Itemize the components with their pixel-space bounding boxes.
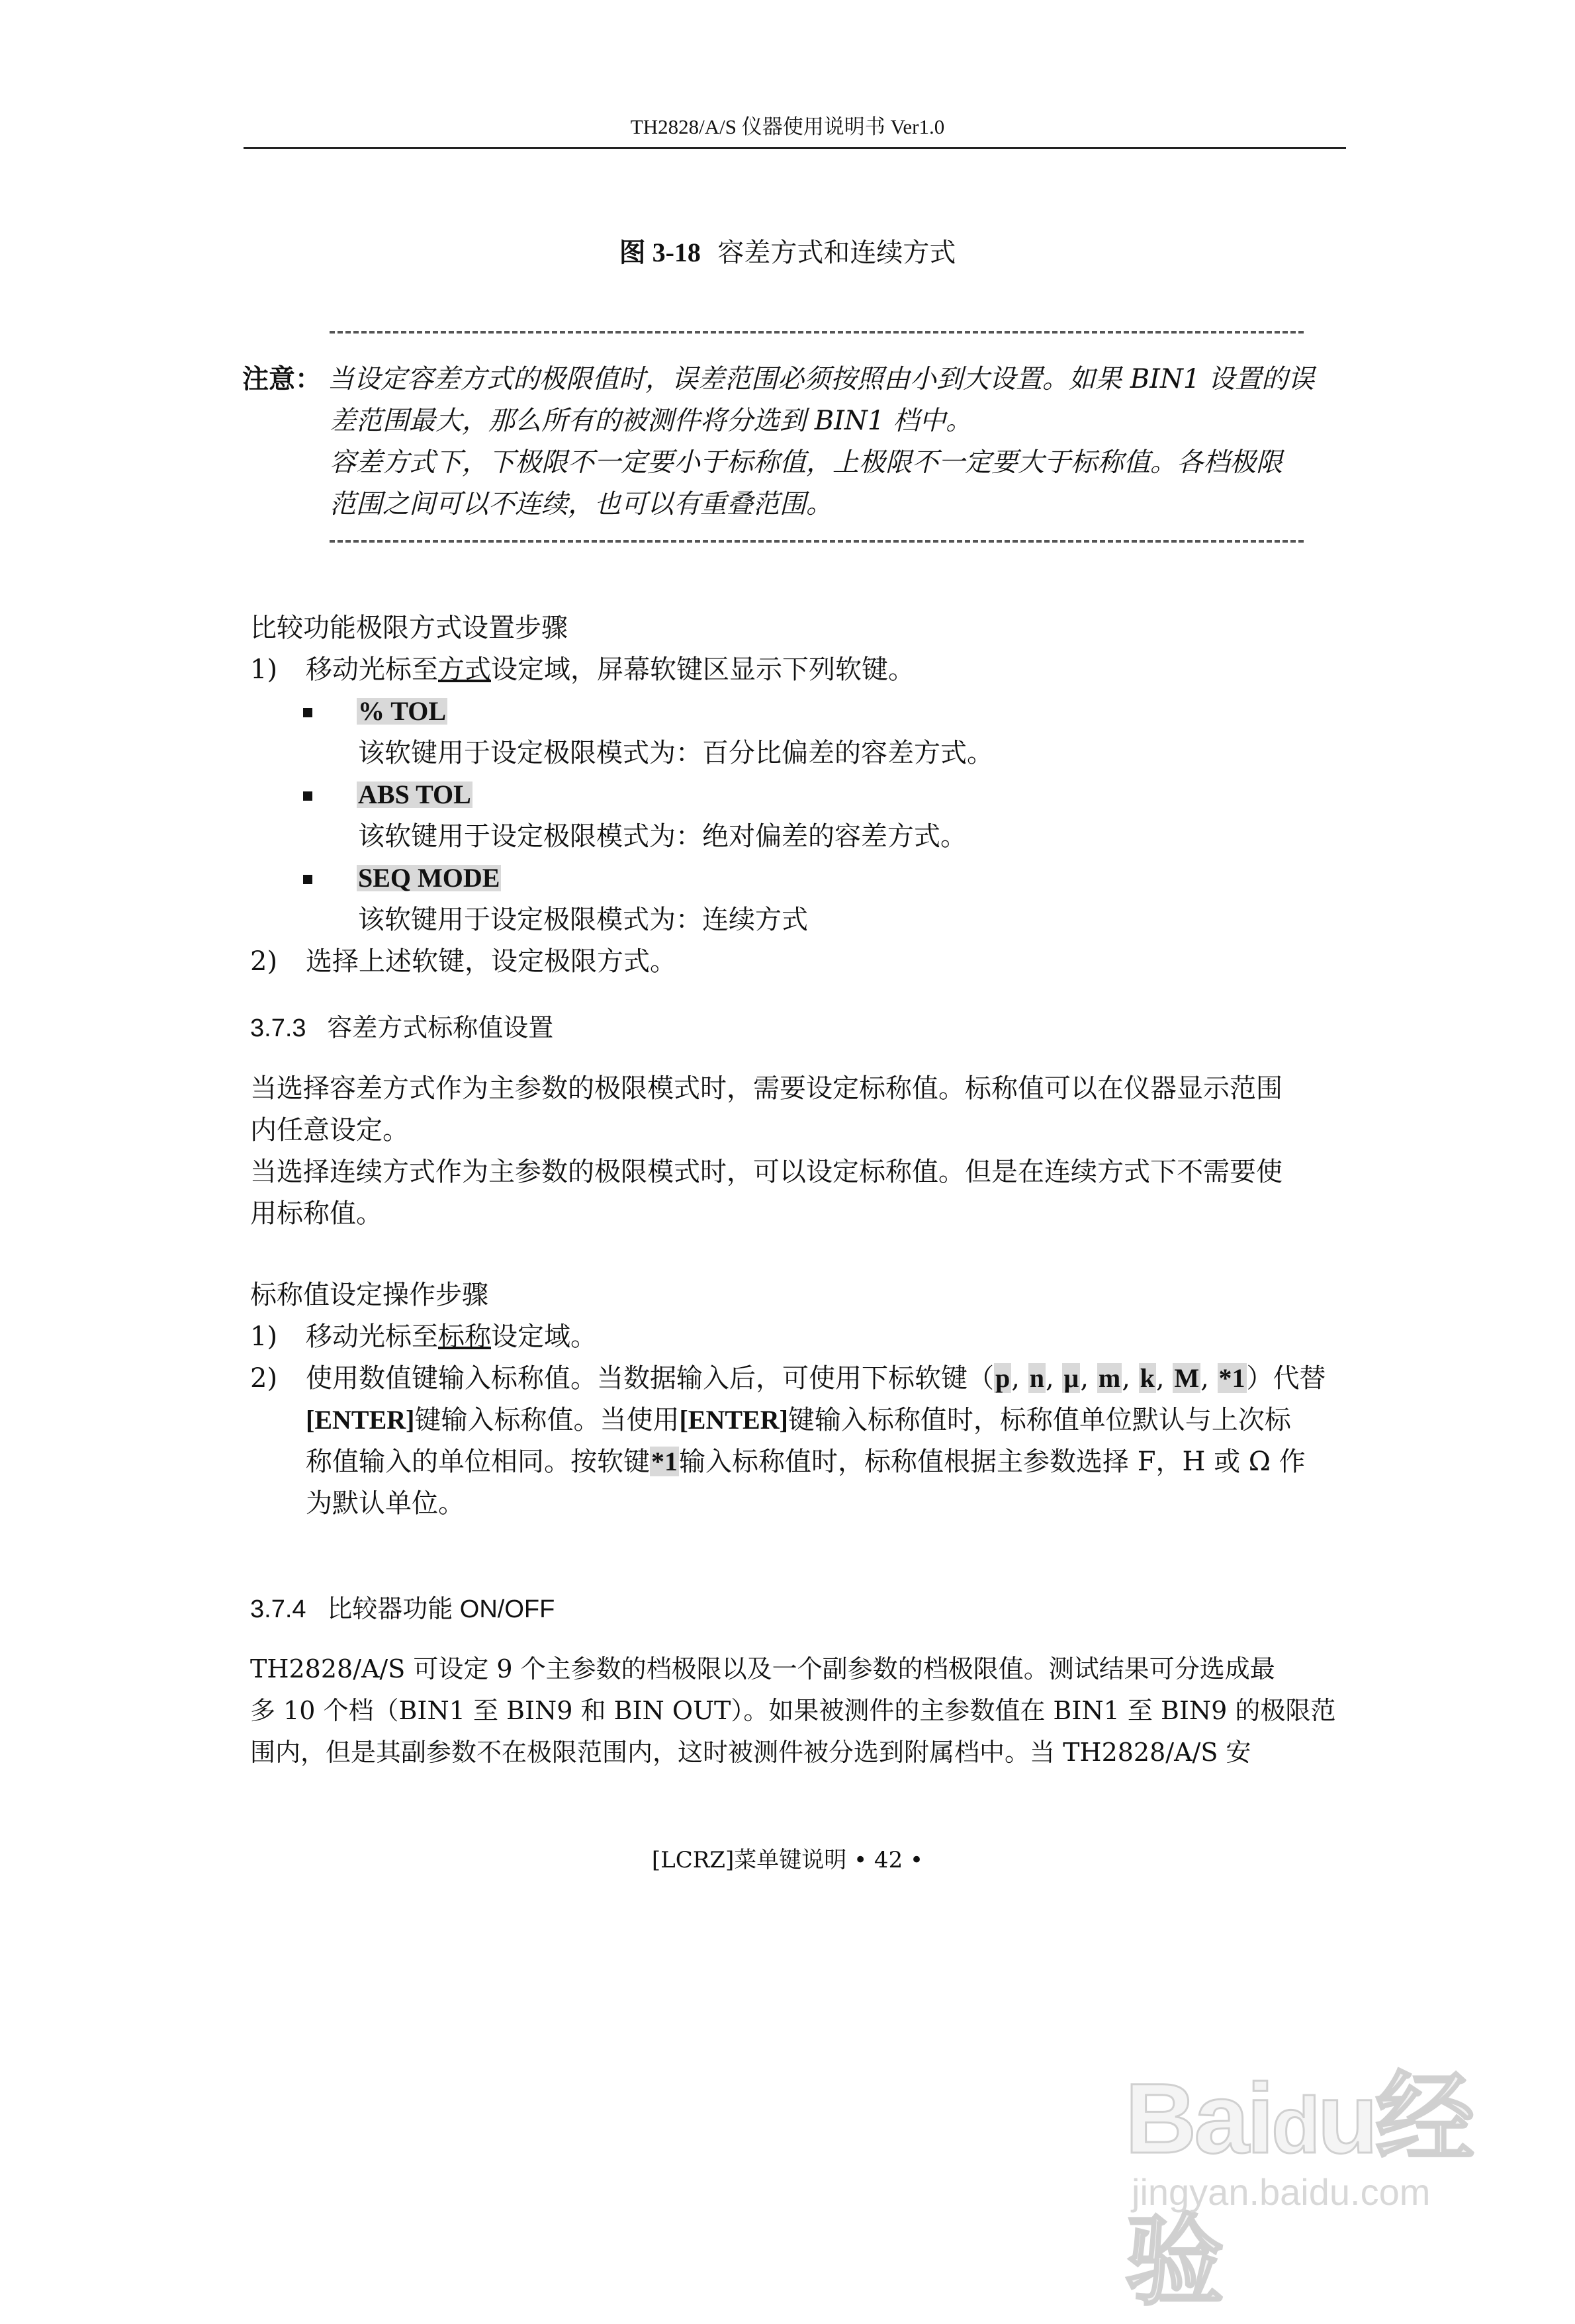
- unit-key: k: [1140, 1363, 1155, 1393]
- step-text: [306, 1407, 1291, 1433]
- section-number: 3.7.3: [250, 1014, 306, 1042]
- note-line: 当设定容差方式的极限值时，误差范围必须按照由小到大设置。如果 BIN1 设置的误: [328, 364, 1315, 394]
- step-text: 使用数值键输入标称值。当数据输入后，可使用下标软键（p, n, µ, m, k, M, *1）代替: [306, 1363, 1326, 1394]
- text: 使用数值键输入标称值。当数据输入后，可使用下标软键（: [306, 1363, 994, 1394]
- field-name: 标称: [438, 1321, 491, 1352]
- enter-key: [ENTER]: [306, 1405, 415, 1435]
- note-line: 容差方式下，下极限不一定要小于标称值，上极限不一定要大于标称值。各档极限: [330, 447, 1282, 478]
- field-name: 方式: [438, 654, 491, 685]
- step-text: [306, 1323, 597, 1350]
- softkey-desc: 该软键用于设定极限模式为：绝对偏差的容差方式。: [358, 821, 967, 852]
- paragraph-line: 用标称值。: [250, 1198, 382, 1229]
- softkey-label: SEQ MODE: [358, 863, 500, 893]
- step-text: [306, 1449, 1306, 1475]
- softkey-desc: 该软键用于设定极限模式为：百分比偏差的容差方式。: [358, 738, 993, 768]
- step-text: [306, 656, 915, 683]
- text: 称值输入的单位相同。按软键: [306, 1447, 650, 1477]
- softkey-label: ABS TOL: [358, 780, 471, 809]
- header-rule: [244, 147, 1346, 149]
- step-number: 1): [250, 654, 278, 685]
- unit-key: M: [1174, 1363, 1200, 1393]
- section-heading-374: [250, 1597, 555, 1622]
- paragraph-line: 多 10 个档（BIN1 至 BIN9 和 BIN OUT）。如果被测件的主参数值在 BIN1 至 BIN9 的极限范: [250, 1696, 1336, 1725]
- paragraph-line: 内任意设定。: [250, 1115, 409, 1145]
- text: 键输入标称值时，标称值单位默认与上次标: [788, 1405, 1291, 1435]
- unit-key: m: [1098, 1363, 1121, 1393]
- softkey-label: % TOL: [358, 696, 447, 726]
- paragraph-line: 当选择容差方式作为主参数的极限模式时，需要设定标称值。标称值可以在仪器显示范围: [250, 1073, 1282, 1104]
- step-text-pre: 移动光标至: [306, 1321, 438, 1352]
- section-heading-373: [250, 1016, 553, 1041]
- step-number: 1): [250, 1321, 278, 1352]
- note-label: 注意：: [242, 364, 322, 394]
- step-number: 2): [250, 946, 278, 977]
- enter-key: [ENTER]: [679, 1405, 788, 1435]
- unit-key: *1: [651, 1447, 678, 1476]
- baidu-watermark: [1125, 2012, 1522, 2317]
- step-number: 2): [250, 1363, 278, 1394]
- unit-key: *1: [1218, 1363, 1245, 1393]
- section-title: 容差方式标称值设置: [327, 1014, 554, 1042]
- step-text: 选择上述软键，设定极限方式。: [306, 946, 676, 977]
- paragraph-line: 围内，但是其副参数不在极限范围内，这时被测件被分选到附属档中。当 TH2828/A/S 安: [250, 1738, 1251, 1767]
- section-title: 比较器功能 ON/OFF: [327, 1595, 555, 1623]
- paragraph-line: 当选择连续方式作为主参数的极限模式时，可以设定标称值。但是在连续方式下不需要使: [250, 1157, 1282, 1187]
- limit-mode-heading: 比较功能极限方式设置步骤: [250, 613, 568, 643]
- unit-key: µ: [1063, 1363, 1079, 1393]
- bullet-icon: [303, 875, 312, 884]
- step-text-post: 设定域。: [491, 1321, 597, 1352]
- step-text-pre: 移动光标至: [306, 654, 438, 685]
- note-divider-bottom: [330, 540, 1304, 543]
- softkey-desc: 该软键用于设定极限模式为：连续方式: [358, 905, 808, 935]
- note-divider-top: [330, 331, 1304, 334]
- unit-key: n: [1029, 1363, 1044, 1393]
- bullet-icon: [303, 791, 312, 801]
- figure-title: 容差方式和连续方式: [717, 238, 956, 268]
- watermark-logo: Baidu经验: [1125, 2063, 1472, 2317]
- nominal-heading: 标称值设定操作步骤: [250, 1280, 488, 1310]
- paragraph-line: TH2828/A/S 可设定 9 个主参数的档极限以及一个副参数的档极限值。测试结果可分选成最: [250, 1654, 1275, 1683]
- step-text: 为默认单位。: [306, 1488, 465, 1519]
- bullet-icon: [303, 708, 312, 717]
- text: 输入标称值时，标称值根据主参数选择 F，H 或 Ω 作: [679, 1447, 1306, 1477]
- watermark-url: jingyan.baidu.com: [1132, 2171, 1431, 2213]
- note-line: 范围之间可以不连续，也可以有重叠范围。: [330, 489, 832, 519]
- figure-number: 图 3-18: [619, 238, 701, 267]
- text: 键输入标称值。当使用: [414, 1405, 680, 1435]
- section-number: 3.7.4: [250, 1595, 306, 1623]
- page-footer: [LCRZ]菜单键说明 • 42 •: [651, 1847, 924, 1873]
- unit-key: p: [995, 1363, 1011, 1393]
- page-header: TH2828/A/S 仪器使用说明书 Ver1.0: [630, 115, 945, 138]
- text: ）代替: [1246, 1363, 1326, 1394]
- note-line: 差范围最大，那么所有的被测件将分选到 BIN1 档中。: [330, 406, 973, 436]
- figure-caption: [0, 240, 1575, 266]
- step-text-post: 设定域，屏幕软键区显示下列软键。: [491, 654, 915, 685]
